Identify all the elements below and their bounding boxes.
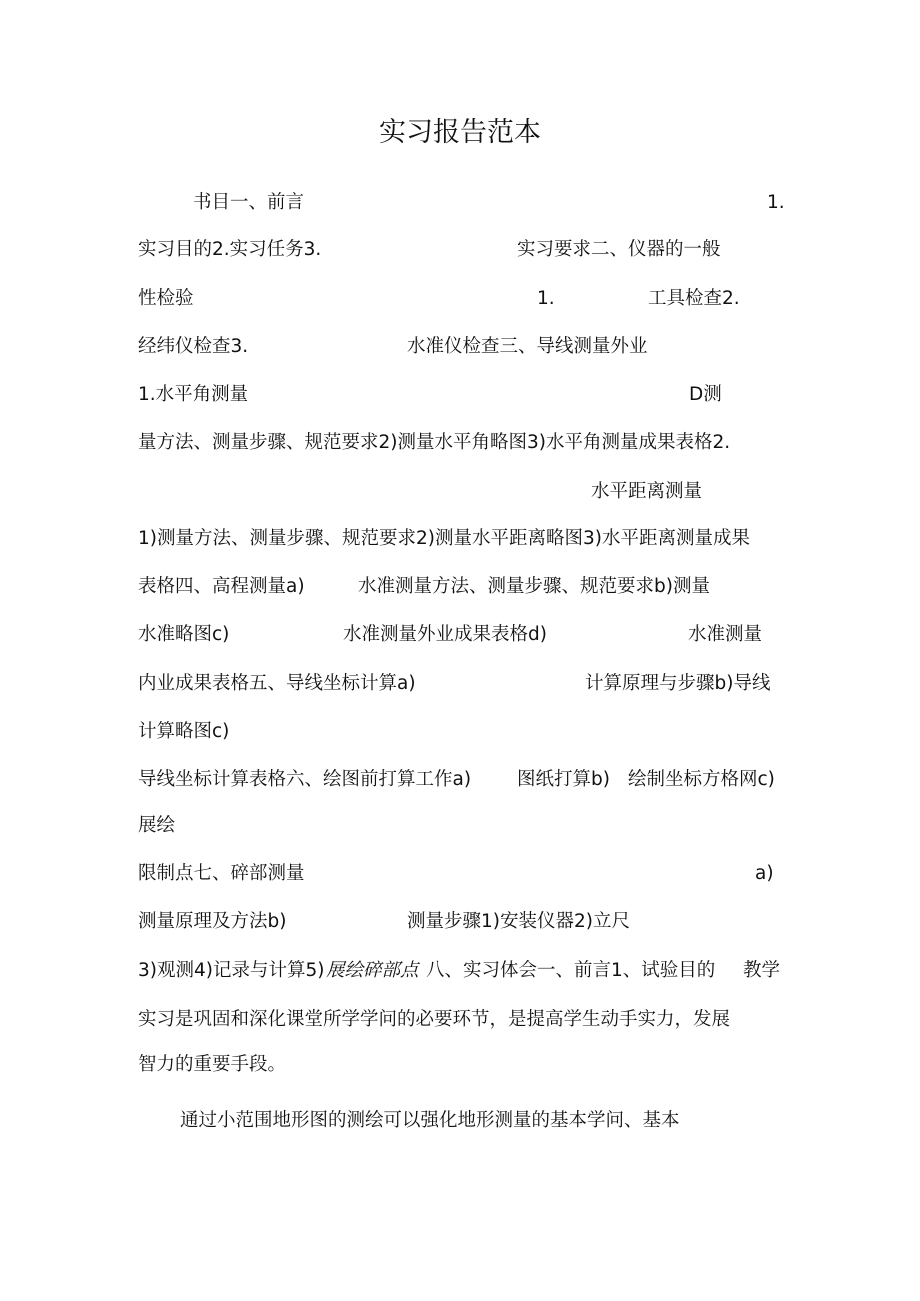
text-segment: 教学	[743, 960, 781, 981]
text-line-16	[0, 907, 920, 937]
text-segment: 水准略图c)	[138, 624, 230, 645]
text-line-11	[0, 669, 920, 699]
text-line-4	[0, 332, 920, 362]
text-segment: 智力的重要手段。	[138, 1054, 287, 1075]
text-line-20	[0, 1106, 920, 1136]
text-segment: 表格四、高程测量a)	[138, 576, 305, 597]
text-line-12	[0, 717, 920, 747]
text-line-7	[0, 477, 920, 507]
text-segment: 计算略图c)	[138, 721, 230, 742]
text-segment: 1)测量方法、测量步骤、规范要求2)测量水平距离略图3)水平距离测量成果	[138, 528, 750, 549]
text-segment: a)	[755, 863, 774, 884]
text-line-19	[0, 1050, 920, 1080]
text-segment: 1.水平角测量	[138, 384, 249, 405]
text-segment-italic: 展绘碎部点	[326, 960, 419, 981]
text-segment: 水准测量	[688, 624, 763, 645]
text-line-10	[0, 620, 920, 650]
text-line-13	[0, 765, 920, 795]
page-title: 实习报告范本	[379, 117, 541, 148]
text-line-18	[0, 1005, 920, 1035]
text-segment: 水准测量方法、测量步骤、规范要求b)测量	[358, 576, 710, 597]
text-segment: 实习要求二、仪器的一般	[517, 239, 721, 260]
text-segment: 图纸打算b)	[517, 769, 610, 790]
text-segment: 通过小范围地形图的测绘可以强化地形测量的基本学问、基本	[180, 1110, 680, 1131]
text-segment: 经纬仪检查3.	[138, 336, 249, 357]
text-segment: 量方法、测量步骤、规范要求2)测量水平角略图3)水平角测量成果表格2.	[138, 432, 731, 453]
text-segment: 绘制坐标方格网c)	[628, 769, 775, 790]
text-segment: 书目一、前言	[193, 192, 305, 213]
text-segment: 水准仪检查三、导线测量外业	[407, 336, 648, 357]
text-segment: 1.	[537, 288, 555, 309]
text-line-5	[0, 380, 920, 410]
text-segment: 八、实习体会一、前言1、试验目的	[426, 960, 716, 981]
text-line-6	[0, 428, 920, 458]
text-segment: 3)观测4)记录与计算5)	[138, 960, 325, 981]
text-line-14	[0, 811, 920, 841]
text-line-3	[0, 284, 920, 314]
text-segment: 性检验	[138, 288, 194, 309]
text-segment: 测量步骤1)安装仪器2)立尺	[407, 911, 630, 932]
text-line-8	[0, 524, 920, 554]
text-line-2	[0, 235, 920, 265]
text-segment: 计算原理与步骤b)导线	[585, 673, 771, 694]
text-segment: 工具检查2.	[648, 288, 740, 309]
text-segment: D测	[689, 384, 722, 405]
text-segment: 水准测量外业成果表格d)	[343, 624, 547, 645]
text-segment: 测量原理及方法b)	[138, 911, 287, 932]
text-segment: 限制点七、碎部测量	[138, 863, 305, 884]
text-line-17	[0, 956, 920, 986]
text-line-9	[0, 572, 920, 602]
text-segment: 内业成果表格五、导线坐标计算a)	[138, 673, 416, 694]
text-segment: 实习目的2.实习任务3.	[138, 239, 322, 260]
text-segment: 展绘	[138, 815, 176, 836]
text-segment: 1.	[767, 192, 785, 213]
text-segment: 导线坐标计算表格六、绘图前打算工作a)	[138, 769, 472, 790]
text-line-15	[0, 859, 920, 889]
text-segment: 水平距离测量	[591, 481, 703, 502]
text-segment: 实习是巩固和深化课堂所学学问的必要环节，是提高学生动手实力，发展	[138, 1009, 731, 1030]
text-line-1	[0, 188, 920, 218]
